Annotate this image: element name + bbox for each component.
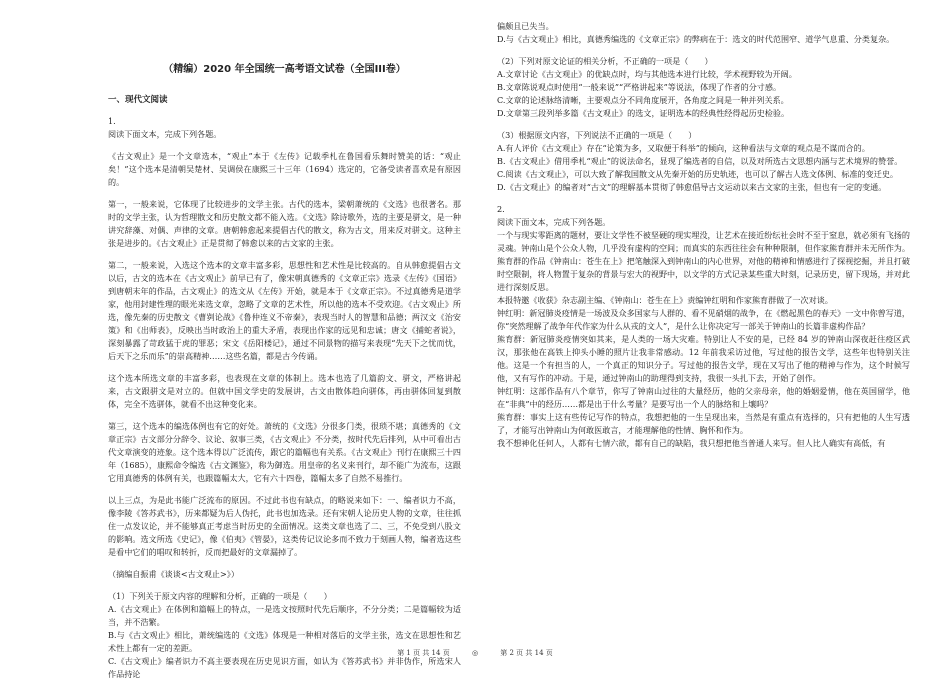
passage-paragraph: 熊育群：新冠肺炎疫情突如其来，是人类的一场大灾难。特别让人不安的是，已经 84 岁的钟南山深夜赶往疫区武汉，那张他在高铁上抑头小睡的照片让我非常感动。12 年前我采访过他，写过他的报告文学，这些年也特别关注他。这是一个有担当的人，一个真正的知识分子。写过他的报告文学，现在又写出了他的精神与作为，这个时候写他，又有写作的冲动。于是，通过钟南山的助理得到支持，我很一头扎下去，开始了创作。 (497, 334, 910, 383)
option-c: C.文章的论述脉络清晰，主要观点分不同角度展开，各角度之间是一种并列关系。 (497, 95, 789, 105)
option-d: D.《古文观止》的编者对“古文”的理解基本贯彻了韩愈倡导古文运动以来古文家的主张，但也有一定的变通。 (497, 182, 887, 192)
question-number: 1. (108, 116, 116, 126)
passage-paragraph: 第三，这个选本的编选体例也有它的好处。萧统的《文选》分很多门类，很琐不堪；真德秀的《文章正宗》古文部分分辞令、议论、叙事三类，《古文观止》不分类，按时代先后排列，从中可看出古代文章演变的迹象。这个选本得以广泛流传，跟它的篇幅也有关系。《古文观止》刊行在康熙三十四年（1685），康熙命令编选《古文渊鉴》，称为御选。用皇帝的名义来刊行，却不能广为流布，这跟它用真德秀的体例有关，也跟篇幅太大，它有六十四卷，篇幅太多了自然不易推行。 (108, 421, 461, 483)
passage-paragraph: 本报特邀《收获》杂志副主编、《钟南山：苍生在上》责编钟红明和作家熊育群做了一次对谈。 (497, 295, 833, 305)
passage-paragraph: 以上三点，为是此书能广泛流布的原因。不过此书也有缺点，的略说来如下：一、编者识力不高，像李陵《答苏武书》，历来都疑为后人伪托，此书也加选录。还有宋朝人论历史人物的文章，往往抓住一点发议论，并不能够真正考虑当时历史的全面情况。这类文章也选了二、三，不免受到八股文的影响。选文所选《史记》，像《伯夷》《管晏》，这类传记议论多而不致力于刻画人物，编者选这些是看中它们的唱叹和转折，反而把最好的文章漏掉了。 (108, 495, 461, 557)
section-heading: 一、现代文阅读 (108, 95, 168, 105)
option-a: A.文章讨论《古文观止》的优缺点时，均与其他选本进行比较，学术视野较为开阔。 (497, 69, 797, 79)
option-b: B.文章陈说观点时使用“一般来说”“严格讲起来”等说法，体现了作者的分寸感。 (497, 82, 782, 92)
option-a: A.《古文观止》在体例和篇幅上的特点，一是选文按照时代先后顺序，不分分类；二是篇幅较为适当，并不浩繁。 (108, 604, 461, 627)
center-mark-icon: ◎ (471, 649, 479, 657)
passage-paragraph: 这个选本所选文章的丰富多彩，也表现在文章的体制上。选本也选了几篇韵文、骈文，严格讲起来，古文跟骈文是对立的。但就中国文学史的发展讲，古文由散体趋向骈体，再由骈体回复到散体，完全不选骈体，就看不出这种变化来。 (108, 373, 461, 409)
left-page (0, 0, 475, 679)
question-intro: 阅读下面文本，完成下列各题。 (497, 217, 611, 227)
passage-paragraph: 我不想神化任何人，人都有七情六欲，都有自己的缺陷，我只想把他当普通人来写。但人比人确实有高低，有 (497, 438, 886, 448)
passage-paragraph: 一个与现实零距离的题材，要让文学性不被坚硬的现实埋没，让艺术在接近纷纭社会时不至于窒息，就必须有飞扬的灵魂。钟南山是个公众人物，几乎没有虚构的空间；而真实的东西往往会有种种限制，但作家熊育群并未无所作为。熊育群的作品《钟南山：苍生在上》把笔触深入到钟南山的内心世界，对他的精神和情感进行了探视挖掘，并且打破时空限制，将人物置于复杂的背景与宏大的视野中，以文学的方式记录某些重大时刻，记录历史，留下现场，并对此进行深刻反思。 (497, 230, 910, 292)
page-title: （精编）2020 年全国统一高考语文试卷（全国III卷） (163, 64, 406, 75)
question-intro: 阅读下面文本，完成下列各题。 (108, 129, 222, 139)
sub-question-stem: （1）下列关于原文内容的理解和分析，正确的一项是（ ） (108, 591, 332, 601)
sub-question-stem: （3）根据原文内容，下列说法不正确的一项是（ ） (497, 130, 697, 140)
passage-paragraph: 熊育群：事实上这有些传记写作的特点，我想把他的一生呈现出来，当然是有重点有选择的，只有把他的人生写透了，才能写出钟南山为何敢医敢言，才能理解他的性情、胸怀和作为。 (497, 412, 910, 435)
passage-paragraph: 钟红明：新冠肺炎疫情是一场波及众多国家与人群的、看不见硝烟的战争，在《燃起黑色的春天》一文中你曾写道，你“突然理解了战争年代作家为什么从戎的文人”，是什么让你决定写一部关于钟南山的长篇非虚构作品？ (497, 308, 910, 331)
page-footer (0, 648, 950, 658)
option-d: D.与《古文观止》相比，真德秀编选的《文章正宗》的弊病在于：选文的时代范围窄、道学气息重、分类复杂。 (497, 34, 895, 44)
page-number-right: 第 2 页 共 14 页 (500, 649, 553, 657)
right-page (475, 0, 950, 672)
option-b: B.与《古文观止》相比，萧统编选的《文选》体现是一种相对落后的文学主张，选文在思想性和艺术性上都有一定的差距。 (108, 630, 461, 653)
passage-paragraph: 《古文观止》是一个文章选本，“观止”本于《左传》记载季札在鲁国看乐舞时赞美的话：“观止矣！”这个选本是清朝吴楚材、吴调侯在康熙三十三年（1694）选定的，它备受读者喜欢是有原因的。 (108, 151, 461, 187)
page-number-left: 第 1 页 共 14 页 (397, 649, 450, 657)
option-a: A.有人评价《古文观止》存在“论策为多，又取便于科举”的倾向，这种看法与文章的观点是不谋而合的。 (497, 143, 870, 153)
question-number: 2. (497, 204, 505, 214)
option-c: C.《古文观止》编者识力不高主要表现在历史见识方面，如认为《答苏武书》并非伪作，所选宋人作品持论 (108, 656, 461, 679)
sub-question-stem: （2）下列对原文论证的相关分析，不正确的一项是（ ） (497, 56, 713, 66)
passage-paragraph: 第二，一般来说，入选这个选本的文章丰富多彩，思想性和艺术性是比较高的。自从韩愈提倡古文以后，古文的选本在《古文观止》前早已有了，像宋朝真德秀的《文章正宗》选录《左传》《国语》到唐朝末年的作品，古文观止》的选文从《左传》开始，就是本于《文章正宗》。不过真德秀是道学家，他用封建性理的眼光来选文章，忽略了文章的艺术性，所以他的选本不受欢迎。《古文观止》所选，像先秦的历史散文《曹刿论战》《鲁仲连义不帝秦》，表现当时人的智慧和品德；两汉文《治安策》和《出师表》，反映出当时政治上的重大矛盾，表现出作家的远见和忠诚；唐文《捕蛇者说》，深刻暴露了苛政猛于虎的罪恶；宋文《岳阳楼记》，通过不同景物的描写来表现“先天下之忧而忧，后天下之乐而乐”的崇高精神……这些名篇，都是古今传诵。 (108, 260, 461, 361)
option-b: B.《古文观止》借用季札“观止”的说法命名，显现了编选者的自信，以及对所选古文思想内涵与艺术境界的赞誉。 (497, 156, 903, 166)
option-d: D.文章第三段列举多篇《古文观止》的选文，证明选本的经典性经得起历史检验。 (497, 108, 790, 118)
passage-paragraph: 钟红明：这部作品有八个章节，你写了钟南山过往的大量经历，他的父亲母亲，他的婚姻爱情，他在英国留学，他在“非典”中的经历……都是出于什么考量？是要写出一个人的脉络和上壤吗？ (497, 386, 910, 409)
passage-paragraph: 第一，一般来说，它体现了比较进步的文学主张。古代的选本，梁朝萧统的《文选》也很著名。那时的文学主张，认为哲理散文和历史散文都不能入选。《文选》除诗歌外，选的主要是骈文，是一种讲究辞藻、对偶、声律的文章。唐朝韩愈起来提倡古代的散文，称为古文，用来反对骈文。这种主张是进步的。《古文观止》正是贯彻了韩愈以来的古文家的主张。 (108, 199, 461, 248)
passage-source: （摘编自振甫《谈谈<古文观止>》） (108, 569, 239, 579)
option-c: C.阅读《古文观止》，可以大致了解我国散文从先秦开始的历史轨迹，也可以了解古人选文体例、标准的变迁史。 (497, 169, 899, 179)
option-c-continued: 偏颇且已失当。 (497, 21, 554, 31)
